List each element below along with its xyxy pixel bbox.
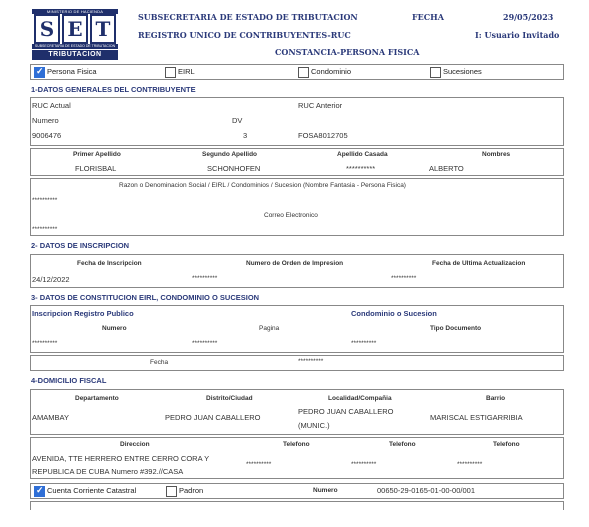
header-title-3: CONSTANCIA-PERSONA FISICA [275,47,420,57]
fecha-ultima-label: Fecha de Ultima Actualizacion [432,260,526,267]
correo-value: ********** [32,226,58,233]
fecha-ultima-value: ********** [391,275,417,282]
localidad-label: Localidad/Compañia [328,395,392,402]
section-3-title: 3- DATOS DE CONSTITUCION EIRL, CONDOMINIO O SUCESION [31,293,260,302]
telefono-3-label: Telefono [493,441,520,448]
section-1-title: 1-DATOS GENERALES DEL CONTRIBUYENTE [31,85,196,94]
padron-checkbox[interactable] [166,486,177,497]
barrio-label: Barrio [486,395,506,402]
ruc-anterior-value: FOSA8012705 [298,131,348,140]
numero-value: 9006476 [32,131,62,140]
primer-apellido-value: FLORISBAL [75,164,117,173]
segundo-apellido-label: Segundo Apellido [202,151,258,158]
telefono-1-label: Telefono [283,441,310,448]
departamento-label: Departamento [75,395,119,402]
departamento-value: AMAMBAY [32,413,69,422]
telefono-3-value: ********** [457,461,483,468]
telefono-2-label: Telefono [389,441,416,448]
logo-top-text: MINISTERIO DE HACIENDA [32,9,118,14]
razon-value: ********** [32,197,58,204]
user-label: I: Usuario Invitado [475,30,560,40]
header-title-2: REGISTRO UNICO DE CONTRIBUYENTES-RUC [138,30,351,40]
s3-fecha-label: Fecha [150,359,169,366]
dv-value: 3 [243,131,248,140]
direccion-label: Direccion [120,441,150,448]
condominio-sucesion-label: Condominio o Sucesion [351,309,437,318]
telefono-1-value: ********** [246,461,272,468]
catastral-numero-label: Numero [313,487,338,494]
eirl-label: EIRL [178,67,195,76]
apellido-casada-value: ********** [346,164,376,173]
section-2-title: 2- DATOS DE INSCRIPCION [31,241,130,250]
catastral-numero-value: 00650-29-0165-01-00-00/001 [377,486,475,495]
condominio-value: ********** [351,340,377,347]
tipo-documento-label: Tipo Documento [430,325,482,332]
section-1-box [30,97,564,146]
nombres-value: ALBERTO [429,164,464,173]
persona-fisica-checkbox[interactable] [34,67,45,78]
logo-letter: T [90,14,116,44]
pagina-label: Pagina [259,325,280,332]
fecha-inscripcion-value: 24/12/2022 [32,275,70,284]
numero-orden-label: Numero de Orden de Impresion [246,260,344,267]
distrito-value: PEDRO JUAN CABALLERO [165,413,261,422]
segundo-apellido-value: SCHONHOFEN [207,164,261,173]
condominio-checkbox[interactable] [298,67,309,78]
apellido-casada-label: Apellido Casada [337,151,388,158]
distrito-label: Distrito/Ciudad [206,395,253,402]
continuation-row [30,501,564,510]
set-logo [32,9,118,59]
persona-fisica-label: Persona Fisica [47,67,97,76]
sucesiones-checkbox[interactable] [430,67,441,78]
localidad-value-2: (MUNIC.) [298,421,330,430]
ruc-actual-label: RUC Actual [32,101,71,110]
direccion-value-1: AVENIDA, TTE HERRERO ENTRE CERRO CORA Y [32,454,210,463]
s3-numero-label: Numero [102,325,127,332]
padron-label: Padron [179,486,204,495]
logo-mid-text: SUBSECRETARIA DE ESTADO DE TRIBUTACION [32,44,118,49]
sucesiones-label: Sucesiones [443,67,482,76]
logo-letter: E [62,14,88,44]
fecha-label: FECHA [412,12,444,22]
razon-label: Razon o Denominacion Social / EIRL / Condominios / Sucesion (Nombre Fantasia - Persona Fisica) [119,182,406,189]
nombres-label: Nombres [482,151,511,158]
logo-bottom-text: TRIBUTACION [32,50,118,60]
inscripcion-registro-label: Inscripcion Registro Publico [32,309,134,318]
ruc-anterior-label: RUC Anterior [298,101,343,110]
condominio-label: Condominio [311,67,352,76]
localidad-value-1: PEDRO JUAN CABALLERO [298,407,394,416]
cuenta-corriente-label: Cuenta Corriente Catastral [47,486,137,495]
section-4-title: 4-DOMICILIO FISCAL [31,376,107,385]
fecha-value: 29/05/2023 [503,12,554,22]
pagina-value: ********** [192,340,218,347]
dv-label: DV [232,116,243,125]
primer-apellido-label: Primer Apellido [73,151,121,158]
cuenta-corriente-checkbox[interactable] [34,486,45,497]
s3-fecha-box [30,355,564,371]
direccion-value-2: REPUBLICA DE CUBA Numero #392.//CASA [32,467,184,476]
telefono-2-value: ********** [351,461,377,468]
header-title-1: SUBSECRETARIA DE ESTADO DE TRIBUTACION [138,12,358,22]
eirl-checkbox[interactable] [165,67,176,78]
correo-label: Correo Electronico [264,212,318,219]
numero-label: Numero [32,116,59,125]
logo-letters [32,14,118,44]
s3-fecha-value: ********** [298,358,324,365]
logo-letter: S [34,14,60,44]
numero-orden-value: ********** [192,275,218,282]
type-checkbox-row [30,64,564,80]
fecha-inscripcion-label: Fecha de Inscripcion [77,260,142,267]
barrio-value: MARISCAL ESTIGARRIBIA [430,413,523,422]
s3-numero-value: ********** [32,340,58,347]
